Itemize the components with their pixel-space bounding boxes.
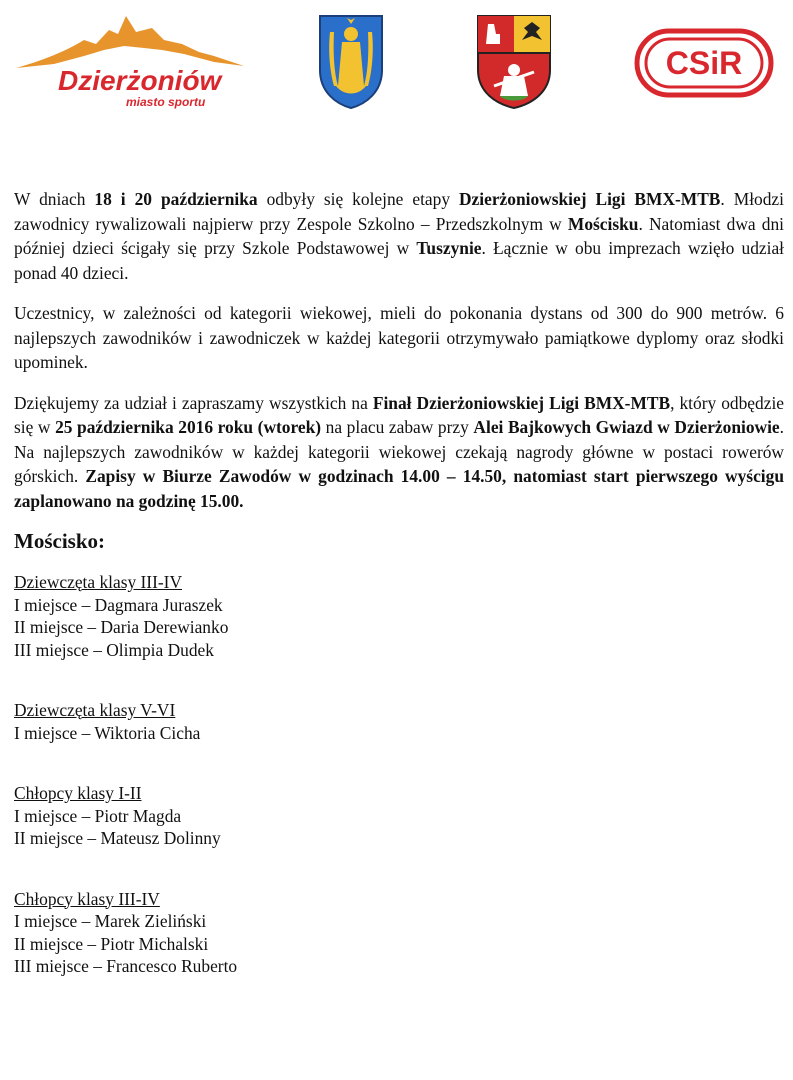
result-separator: – — [77, 911, 95, 931]
result-row — [14, 827, 784, 850]
mountain-logo-icon — [14, 10, 246, 110]
csr-logo-text: CSiR — [665, 45, 743, 81]
csr-track-icon — [634, 28, 774, 98]
result-separator: – — [77, 805, 95, 826]
result-name: Piotr Michalski — [100, 933, 209, 954]
result-name: Daria Derewianko — [100, 617, 229, 637]
result-category — [14, 888, 784, 978]
result-separator: – — [83, 933, 101, 954]
results-heading: Mościsko: — [14, 529, 105, 553]
dzierzoniow-tagline: miasto sportu — [126, 95, 206, 109]
paragraph-text-segment: Dziękujemy za udział i zapraszamy wszystkich na — [14, 392, 373, 413]
result-place: II miejsce — [14, 828, 84, 848]
result-separator: – — [88, 956, 107, 976]
paragraph-text-segment: Tuszynie — [416, 238, 482, 258]
result-category — [14, 699, 784, 744]
coat-of-arms-moscisko — [316, 12, 386, 110]
paragraph-text-segment: Dzierżoniowskiej Ligi BMX-MTB — [459, 189, 721, 209]
result-row — [14, 910, 784, 933]
result-name: Olimpia Dudek — [106, 639, 214, 660]
eagle-knight-shield-icon — [474, 12, 554, 110]
category-title: Dziewczęta klasy III-IV — [14, 572, 183, 592]
paragraph-text-segment: Finał Dzierżoniowskiej Ligi BMX-MTB — [372, 392, 671, 413]
madonna-shield-icon — [316, 12, 386, 110]
results-list — [14, 571, 784, 978]
result-separator: – — [77, 594, 95, 615]
result-row — [14, 639, 784, 662]
paragraph-text-segment: . Młodzi zawodnicy rywalizowali najpierw przy Zespole Szkolno – Przedszkolnym w — [14, 189, 784, 234]
paragraph-text-segment: Uczestnicy, w zależności od kategorii wiekowej, mieli do pokonania dystans od 300 do 900 metrów. 6 najlepszych zawodników i zawodniczek w każdej kategorii otrzymywało pamiątkowe dyplomy oraz słodki upominek. — [14, 303, 784, 372]
category-title: Dziewczęta klasy V-VI — [14, 700, 176, 720]
paragraph-text-segment: W dniach — [14, 189, 95, 209]
result-category — [14, 782, 784, 850]
result-separator: – — [83, 828, 101, 848]
result-place: II miejsce — [14, 617, 84, 637]
result-place: I miejsce — [14, 722, 78, 743]
result-name: Francesco Ruberto — [106, 956, 238, 976]
paragraph-intro — [14, 187, 784, 285]
paragraph-distances — [14, 301, 784, 375]
result-place: II miejsce — [14, 933, 84, 954]
category-title: Chłopcy klasy III-IV — [14, 888, 160, 909]
result-name: Marek Zieliński — [94, 911, 207, 931]
paragraph-text-segment: . Na najlepszych zawodników w każdej kategorii wiekowej czekają nagrody główne w postaci rowerów górskich. — [14, 417, 785, 486]
result-name: Wiktoria Cicha — [94, 722, 201, 743]
logo-header — [0, 0, 793, 120]
paragraph-text-segment: na placu zabaw przy — [321, 417, 474, 437]
result-separator: – — [83, 617, 101, 637]
result-row — [14, 722, 784, 745]
result-row — [14, 933, 784, 956]
article-body — [14, 187, 784, 1016]
result-name: Mateusz Dolinny — [100, 828, 221, 848]
result-name: Piotr Magda — [94, 805, 182, 826]
dzierzoniow-word: Dzierżoniów — [58, 65, 222, 96]
paragraph-text-segment: , który odbędzie się w — [14, 392, 784, 437]
csr-logo — [634, 28, 774, 98]
result-place: I miejsce — [14, 594, 78, 615]
result-separator: – — [77, 722, 95, 743]
paragraph-text-segment: Alei Bajkowych Gwiazd w Dzierżoniowie — [473, 417, 780, 437]
result-category — [14, 571, 784, 661]
result-place: I miejsce — [14, 805, 78, 826]
result-row — [14, 805, 784, 828]
category-title: Chłopcy klasy I-II — [14, 783, 142, 803]
dzierzoniow-logo — [14, 10, 246, 110]
paragraph-final-invite — [14, 391, 784, 514]
paragraph-text-segment: Mościsku — [567, 213, 639, 234]
paragraph-text-segment: 18 i 20 października — [94, 189, 258, 209]
result-row — [14, 616, 784, 639]
paragraph-text-segment: odbyły się kolejne etapy — [257, 189, 459, 209]
result-row — [14, 594, 784, 617]
result-name: Dagmara Juraszek — [94, 594, 223, 615]
paragraph-text-segment: . Natomiast dwa dni później dzieci ścigały się przy Szkole Podstawowej w — [14, 213, 785, 258]
result-place: III miejsce — [14, 639, 89, 660]
paragraph-text-segment: 25 października 2016 roku (wtorek) — [55, 417, 322, 437]
coat-of-arms-dzierzoniow — [474, 12, 554, 110]
paragraph-text-segment: Zapisy w Biurze Zawodów w godzinach 14.00 – 14.50, natomiast start pierwszego wyścigu zaplanowano na godzinę 15.00. — [14, 466, 784, 511]
result-row — [14, 955, 784, 978]
result-separator: – — [88, 639, 107, 660]
result-place: I miejsce — [14, 911, 78, 931]
paragraph-text-segment: . Łącznie w obu imprezach wzięło udział ponad 40 dzieci. — [14, 238, 784, 283]
result-place: III miejsce — [14, 956, 89, 976]
